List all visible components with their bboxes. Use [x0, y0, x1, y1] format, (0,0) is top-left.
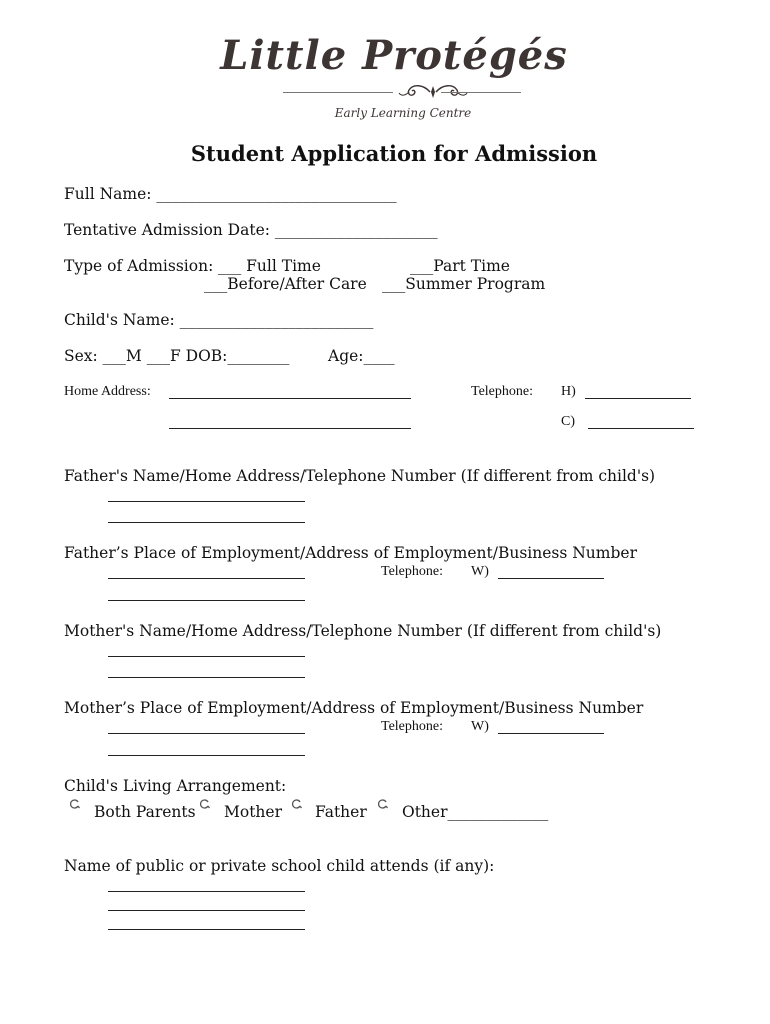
father-employment-line-2[interactable] [108, 600, 305, 601]
before-after-care-option[interactable]: ___Before/After Care [204, 275, 367, 293]
school-line-1[interactable] [108, 891, 305, 892]
option-mother[interactable]: Mother [224, 803, 282, 821]
full-name-field[interactable]: Full Name: _______________________________ [64, 185, 397, 203]
father-employment-line-1[interactable] [108, 578, 305, 579]
father-name-heading: Father's Name/Home Address/Telephone Number (If different from child's) [64, 467, 656, 485]
logo-rule-right [441, 92, 521, 93]
mother-name-heading: Mother's Name/Home Address/Telephone Number (If different from child's) [64, 622, 662, 640]
cell-phone-line[interactable] [588, 428, 694, 429]
school-line-2[interactable] [108, 910, 305, 911]
option-father[interactable]: Father [315, 803, 367, 821]
telephone-label: Telephone: [471, 384, 533, 399]
mother-name-line-1[interactable] [108, 656, 305, 657]
option-both-parents[interactable]: Both Parents [94, 803, 196, 821]
summer-program-option[interactable]: ___Summer Program [382, 275, 546, 293]
home-phone-label: H) [561, 384, 576, 399]
radio-other-icon[interactable] [378, 799, 388, 809]
admission-date-field[interactable]: Tentative Admission Date: _____________________ [64, 221, 438, 239]
mother-employment-heading: Mother’s Place of Employment/Address of Employment/Business Number [64, 699, 644, 717]
mother-telephone-label: Telephone: [381, 719, 443, 734]
radio-mother-icon[interactable] [200, 799, 210, 809]
home-address-line-2[interactable] [169, 428, 411, 429]
type-of-admission-label: Type of Admission: [64, 257, 214, 275]
radio-both-parents-icon[interactable] [70, 799, 80, 809]
mother-employment-line-2[interactable] [108, 755, 305, 756]
school-line-3[interactable] [108, 929, 305, 930]
full-time-option[interactable]: ___ Full Time [218, 257, 321, 275]
living-arrangement-heading: Child's Living Arrangement: [64, 777, 287, 795]
form-title: Student Application for Admission [190, 141, 598, 166]
logo-tagline: Early Learning Centre [334, 106, 472, 120]
home-phone-line[interactable] [585, 398, 691, 399]
school-heading: Name of public or private school child attends (if any): [64, 857, 495, 875]
father-name-line-1[interactable] [108, 501, 305, 502]
logo-rule-left [283, 92, 393, 93]
option-other[interactable]: Other_____________ [402, 803, 549, 821]
radio-father-icon[interactable] [292, 799, 302, 809]
mother-work-phone-line[interactable] [498, 733, 604, 734]
father-work-phone-line[interactable] [498, 578, 604, 579]
home-address-label: Home Address: [64, 384, 151, 399]
logo-title: Little Protégés [220, 32, 568, 79]
cell-phone-label: C) [561, 414, 575, 429]
mother-name-line-2[interactable] [108, 677, 305, 678]
home-address-line-1[interactable] [169, 398, 411, 399]
mother-work-label: W) [471, 719, 489, 734]
part-time-option[interactable]: ___Part Time [410, 257, 510, 275]
sex-dob-field[interactable]: Sex: ___M ___F DOB:________ [64, 347, 290, 365]
father-work-label: W) [471, 564, 489, 579]
age-field[interactable]: Age:____ [328, 347, 395, 365]
father-employment-heading: Father’s Place of Employment/Address of Employment/Business Number [64, 544, 637, 562]
mother-employment-line-1[interactable] [108, 733, 305, 734]
father-name-line-2[interactable] [108, 522, 305, 523]
childs-name-field[interactable]: Child's Name: _________________________ [64, 311, 374, 329]
father-telephone-label: Telephone: [381, 564, 443, 579]
